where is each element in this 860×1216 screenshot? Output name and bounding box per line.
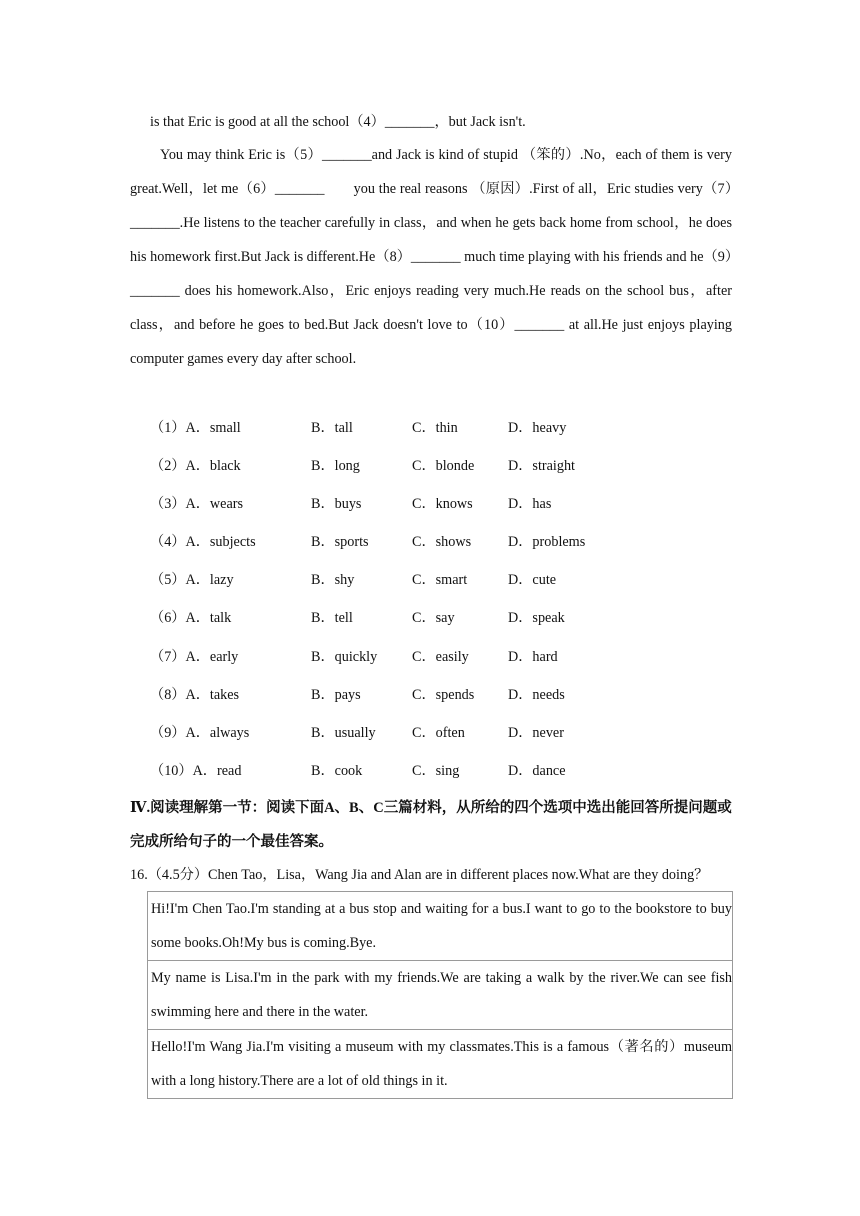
option-row-9	[150, 716, 710, 754]
option-c: C．easily	[412, 648, 469, 665]
option-c: C．smart	[412, 572, 468, 589]
option-a: （8）A．takes	[150, 686, 240, 703]
option-c: C．blonde	[412, 458, 475, 475]
option-a: （9）A．always	[150, 724, 250, 741]
option-b: B．tell	[311, 610, 353, 627]
option-c: C．sing	[412, 762, 460, 779]
option-row-4	[150, 525, 710, 563]
option-c: C．thin	[412, 420, 458, 436]
option-b: B．quickly	[311, 648, 378, 665]
option-row-2	[150, 449, 710, 487]
option-c: C．spends	[412, 686, 475, 703]
passage-chen-tao: Hi!I'm Chen Tao.I'm standing at a bus stop and waiting for a bus.I want to go to the bookstore to buy some books.Oh!My bus is coming.Bye.	[148, 892, 733, 961]
option-b: B．buys	[311, 496, 362, 513]
option-d: D．problems	[508, 534, 586, 551]
option-b: B．usually	[311, 724, 376, 741]
option-d: D．cute	[508, 572, 557, 589]
option-b: B．long	[311, 458, 360, 475]
option-d: D．has	[508, 496, 552, 513]
option-a: （3）A．wears	[150, 496, 243, 513]
question-16-passages-table	[147, 891, 733, 1099]
option-c: C．say	[412, 610, 455, 627]
passage-paragraph: You may think Eric is（5）_______and Jack is kind of stupid （笨的）.No，each of them is very great.Well，let me（6）_______ you the real reasons （原因）.First of all，Eric studies very（7）_______.He listens to the teacher carefully in class，and when he gets back home from school，he does his homework first.But Jack is different.He（8）_______ much time playing with his friends and he（9）_______ does his homework.Also，Eric enjoys reading very much.He reads on the school bus，after class，and before he goes to bed.But Jack doesn't love to（10）_______ at all.He just enjoys playing computer games every day after school.	[130, 147, 732, 367]
table-row	[148, 892, 733, 961]
passage-lisa: My name is Lisa.I'm in the park with my friends.We are taking a walk by the river.We can see fish swimming here and there in the water.	[148, 961, 733, 1030]
option-a: （6）A．talk	[150, 610, 232, 627]
option-row-8	[150, 678, 710, 716]
option-b: B．shy	[311, 572, 355, 589]
table-row	[148, 1030, 733, 1099]
option-d: D．speak	[508, 610, 565, 627]
option-a: （4）A．subjects	[150, 534, 256, 551]
option-c: C．often	[412, 724, 465, 741]
option-b: B．tall	[311, 420, 353, 436]
option-d: D．dance	[508, 762, 566, 779]
option-row-1	[150, 411, 710, 449]
option-d: D．never	[508, 724, 564, 741]
option-d: D．hard	[508, 648, 558, 665]
option-c: C．shows	[412, 534, 472, 551]
table-row	[148, 961, 733, 1030]
option-b: B．pays	[311, 686, 361, 703]
option-b: B．sports	[311, 534, 369, 551]
question-16-label: 16.（4.5分）Chen Tao，Lisa，Wang Jia and Alan are in different places now.What are they doing？	[130, 867, 709, 883]
option-a: （10）A．read	[150, 762, 242, 779]
option-row-3	[150, 487, 710, 525]
option-row-6	[150, 601, 710, 639]
option-a: （7）A．early	[150, 648, 239, 665]
section-heading: Ⅳ.阅读理解第一节：阅读下面A、B、C三篇材料，从所给的四个选项中选出能回答所提问题或完成所给句子的一个最佳答案。	[130, 800, 732, 850]
option-b: B．cook	[311, 762, 363, 779]
option-d: D．needs	[508, 686, 565, 703]
option-row-5	[150, 563, 710, 601]
option-row-7	[150, 640, 710, 678]
option-a: （2）A．black	[150, 458, 241, 475]
option-a: （1）A．small	[150, 420, 241, 436]
option-c: C．knows	[412, 496, 473, 513]
options-list	[150, 411, 710, 792]
option-a: （5）A．lazy	[150, 572, 234, 589]
passage-wang-jia: Hello!I'm Wang Jia.I'm visiting a museum with my classmates.This is a famous（著名的）museum with a long history.There are a lot of old things in it.	[148, 1030, 733, 1099]
option-d: D．straight	[508, 458, 575, 475]
passage-line: is that Eric is good at all the school（4）_______，but Jack isn't.	[150, 114, 526, 130]
option-d: D．heavy	[508, 420, 567, 436]
option-row-10	[150, 754, 710, 792]
